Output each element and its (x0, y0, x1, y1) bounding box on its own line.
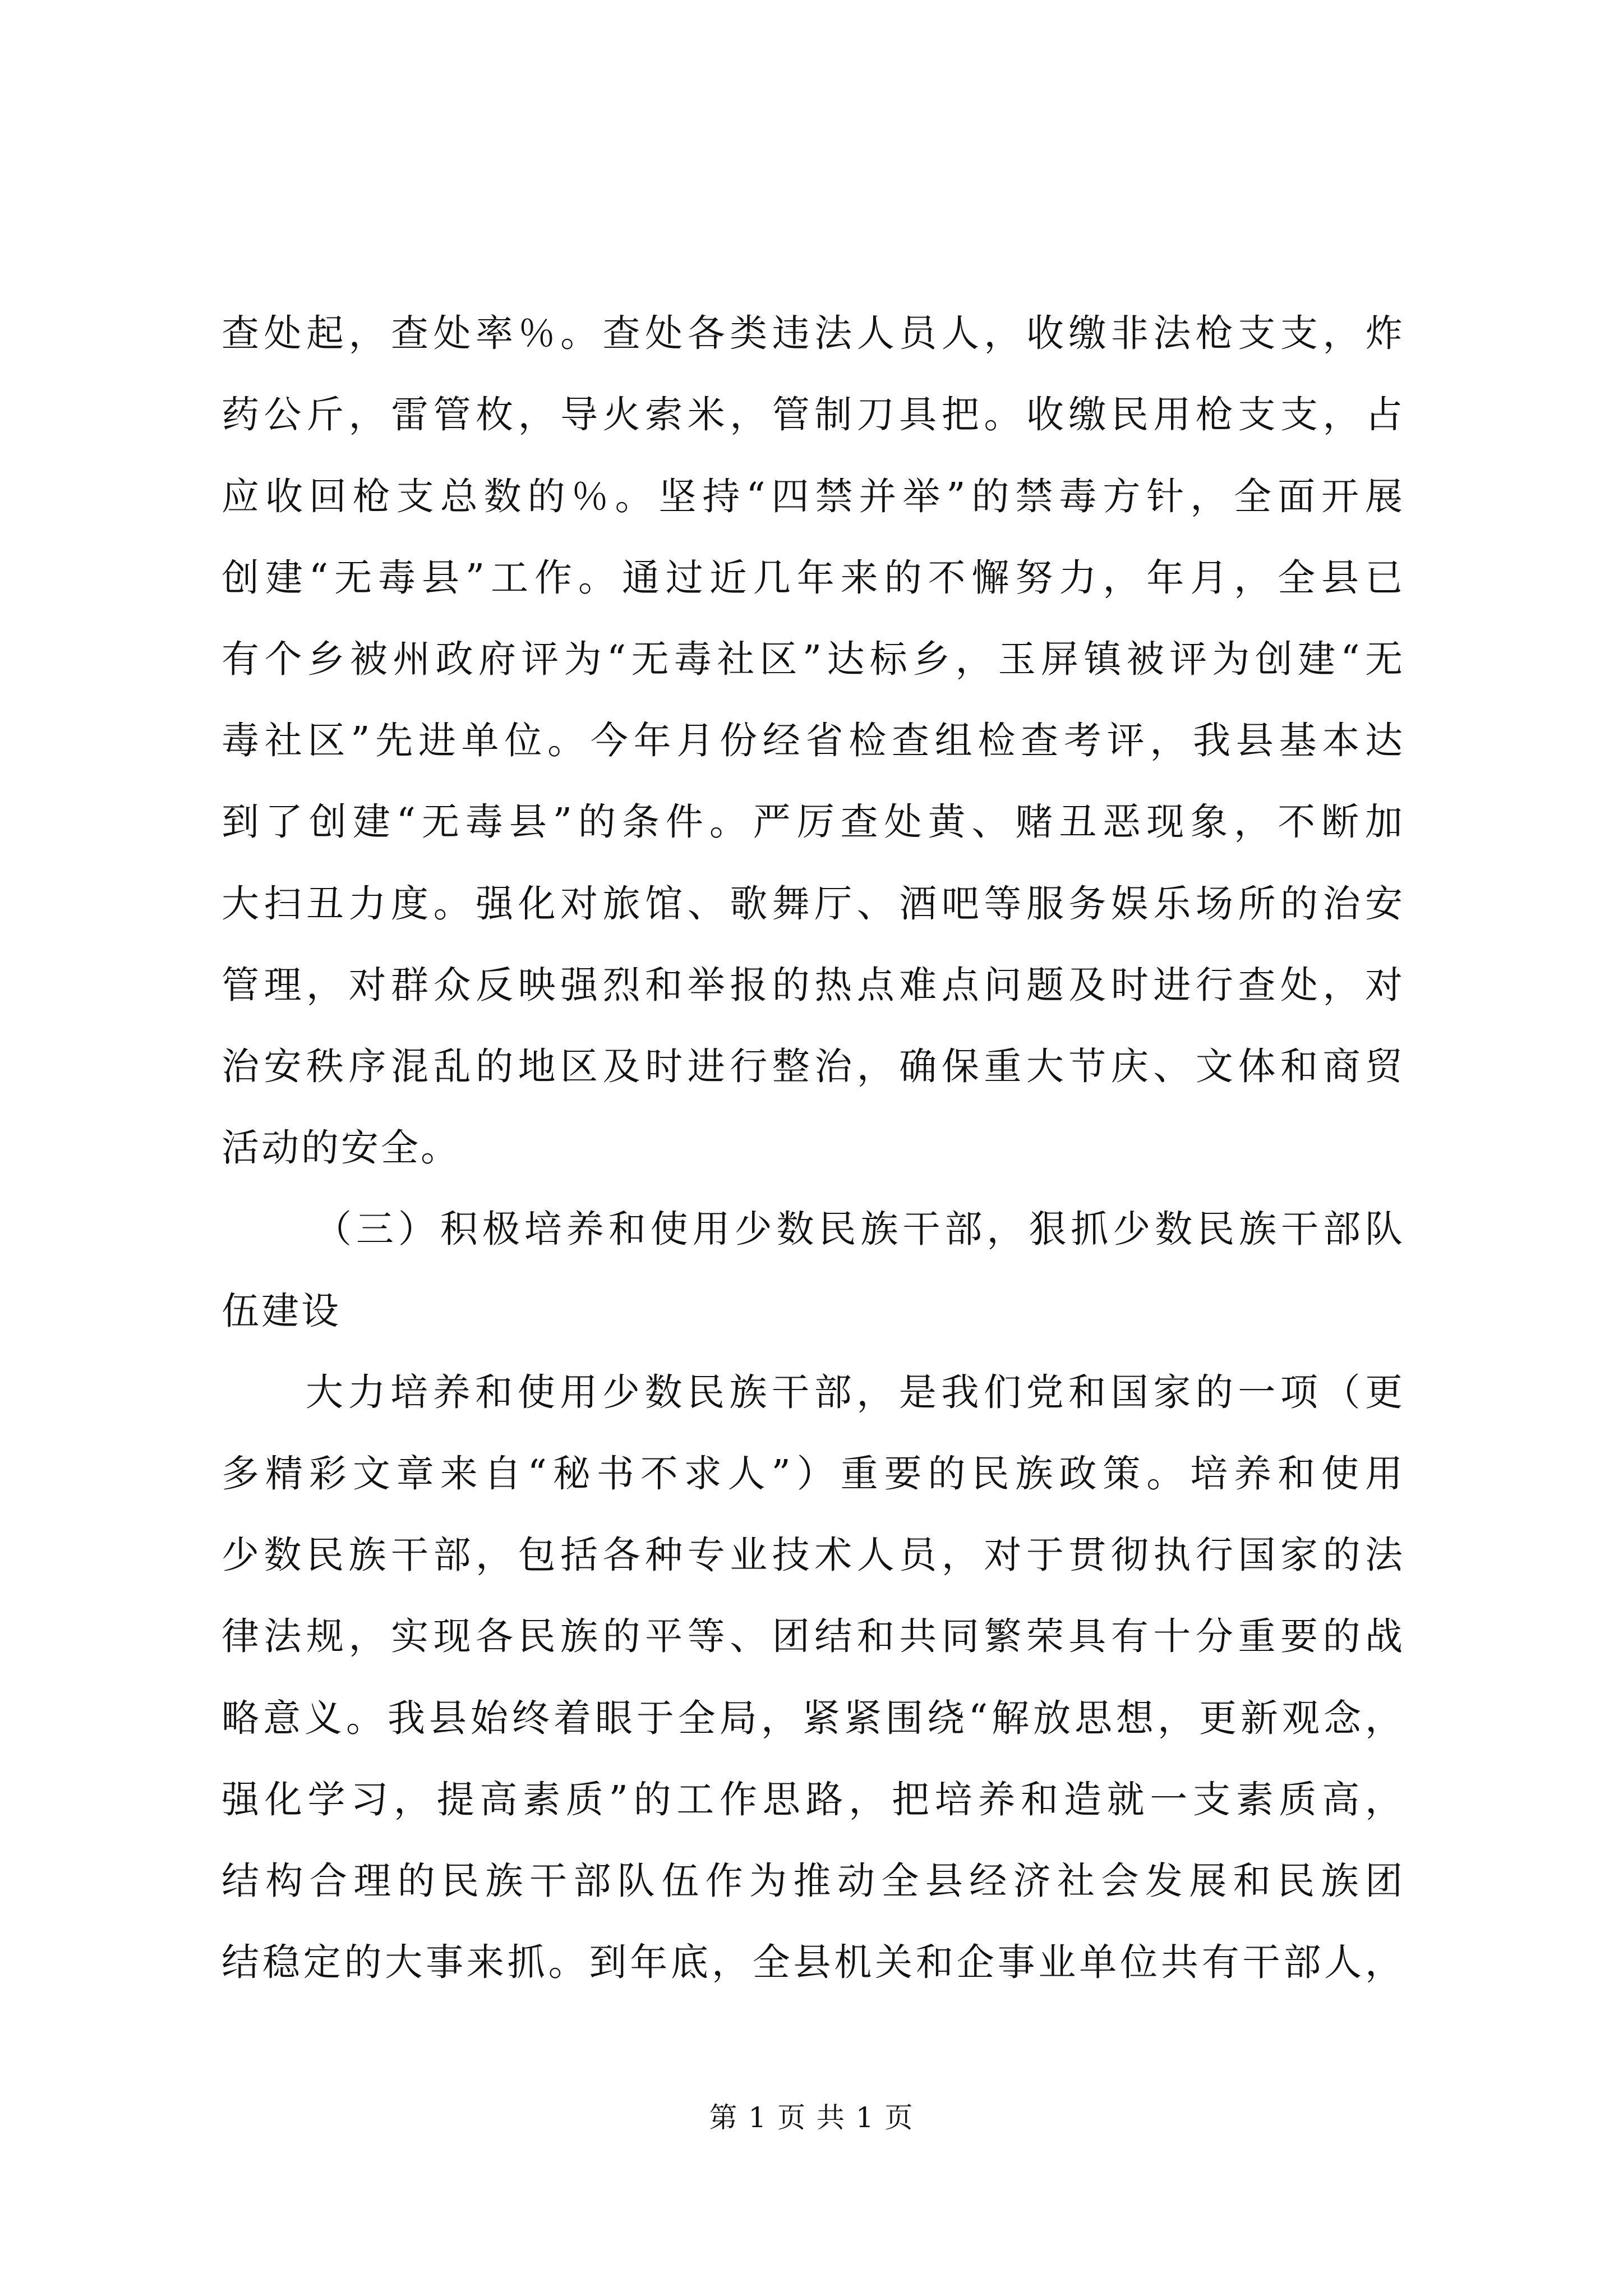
section-heading-line: 伍建设 (222, 1289, 341, 1333)
body-text-line: 毒社区”先进单位。今年月份经省检查组检查考评，我县基本达 (222, 719, 1405, 762)
body-text-line: 活动的安全。 (222, 1126, 460, 1170)
body-text-line: 律法规，实现各民族的平等、团结和共同繁荣具有十分重要的战 (222, 1614, 1405, 1658)
body-text-line: 到了创建“无毒县”的条件。严厉查处黄、赌丑恶现象，不断加 (222, 800, 1405, 844)
body-text-line: 大扫丑力度。强化对旅馆、歌舞厅、酒吧等服务娱乐场所的治安 (222, 882, 1405, 926)
body-text-line: 结稳定的大事来抓。到年底，全县机关和企事业单位共有干部人， (222, 1940, 1405, 1984)
body-text-line: 药公斤，雷管枚，导火索米，管制刀具把。收缴民用枪支支，占 (222, 393, 1405, 436)
body-text-line: 查处起，查处率％。查处各类违法人员人，收缴非法枪支支，炸 (222, 311, 1405, 355)
page-number-footer: 第 1 页 共 1 页 (709, 2101, 914, 2134)
body-text-line: 少数民族干部，包括各种专业技术人员，对于贯彻执行国家的法 (222, 1533, 1405, 1577)
body-text-line: 强化学习，提高素质”的工作思路，把培养和造就一支素质高， (222, 1778, 1405, 1821)
body-text-line: 有个乡被州政府评为“无毒社区”达标乡，玉屏镇被评为创建“无 (222, 637, 1405, 681)
body-text-line: 大力培养和使用少数民族干部，是我们党和国家的一项（更 (306, 1370, 1405, 1414)
body-text-line: 管理，对群众反映强烈和举报的热点难点问题及时进行查处，对 (222, 963, 1405, 1007)
body-text-line: 多精彩文章来自“秘书不求人”）重要的民族政策。培养和使用 (222, 1452, 1405, 1496)
body-text-line: 应收回枪支总数的％。坚持“四禁并举”的禁毒方针，全面开展 (222, 475, 1405, 518)
body-text-line: 治安秩序混乱的地区及时进行整治，确保重大节庆、文体和商贸 (222, 1045, 1405, 1088)
body-text-line: 结构合理的民族干部队伍作为推动全县经济社会发展和民族团 (222, 1859, 1405, 1903)
body-text-line: 创建“无毒县”工作。通过近几年来的不懈努力，年月，全县已 (222, 556, 1405, 600)
section-heading-line: （三）积极培养和使用少数民族干部，狠抓少数民族干部队 (314, 1207, 1405, 1251)
body-text-line: 略意义。我县始终着眼于全局，紧紧围绕“解放思想，更新观念， (222, 1696, 1405, 1740)
